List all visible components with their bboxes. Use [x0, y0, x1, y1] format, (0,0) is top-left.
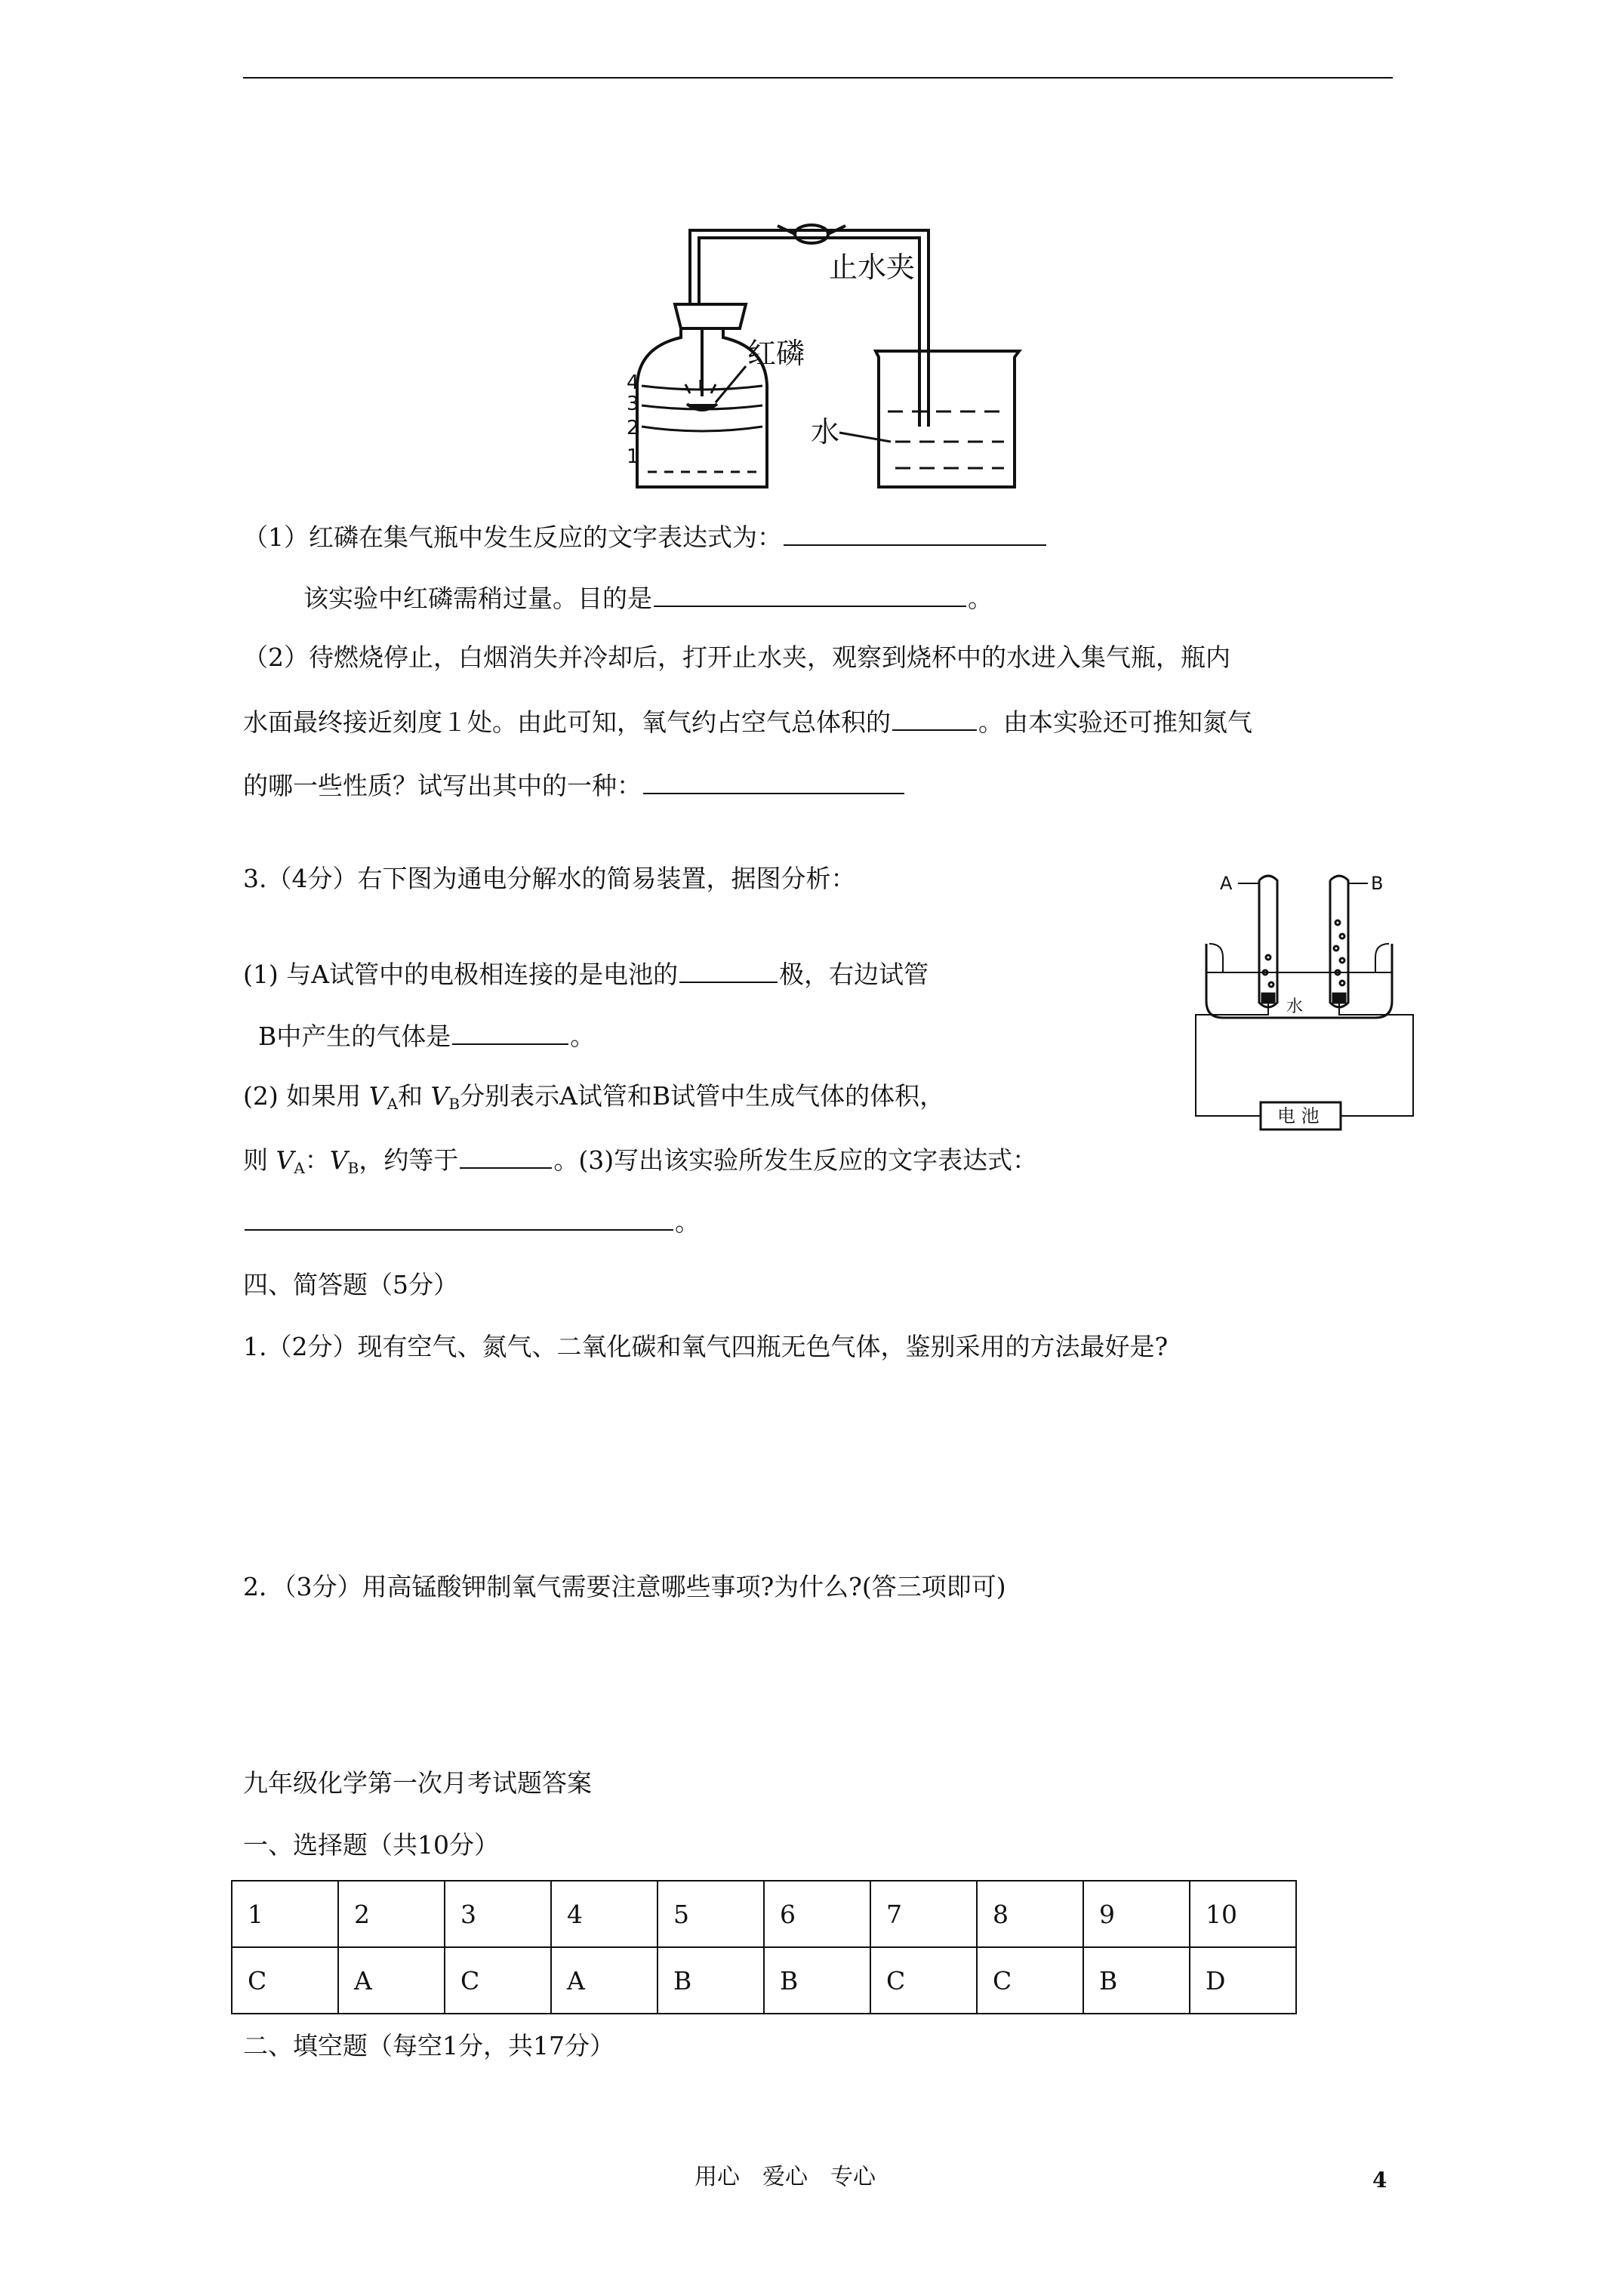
- tube-b-label: B: [1371, 873, 1384, 894]
- blank-electrolysis-equation[interactable]: [245, 1203, 673, 1231]
- answer-number: 3: [445, 1881, 551, 1947]
- phosphorus-label: 红磷: [747, 337, 805, 370]
- section4-q1: 1.（2分）现有空气、氮气、二氧化碳和氧气四瓶无色气体，鉴别采用的方法最好是?: [243, 1332, 1169, 1361]
- answer-number: 7: [870, 1881, 977, 1947]
- section4-q2: 2．（3分）用高锰酸钾制氧气需要注意哪些事项?为什么?(答三项即可): [243, 1572, 1006, 1601]
- blank-purpose[interactable]: [654, 580, 966, 607]
- scale-mark-4: 4: [627, 371, 639, 394]
- answer-number: 10: [1190, 1881, 1296, 1947]
- q2-line-5: 的哪一些性质？试写出其中的一种：: [243, 767, 906, 803]
- answer-value: B: [1083, 1947, 1190, 2014]
- q2-line-1: （1）红磷在集气瓶中发生反应的文字表达式为：: [243, 519, 1048, 554]
- scale-mark-1: 1: [627, 445, 639, 468]
- blank-gas-b[interactable]: [452, 1018, 568, 1045]
- answer-value: B: [764, 1947, 870, 2014]
- page-number: 4: [1372, 2168, 1387, 2193]
- answer-number: 6: [764, 1881, 870, 1947]
- q2-line-3: （2）待燃烧停止，白烟消失并冷却后，打开止水夹，观察到烧杯中的水进入集气瓶，瓶内: [243, 643, 1230, 672]
- answer-number: 2: [338, 1881, 445, 1947]
- scale-mark-2: 2: [627, 417, 639, 439]
- answer-value: C: [232, 1947, 338, 2014]
- q3-title: 3.（4分）右下图为通电分解水的简易装置，据图分析：: [243, 864, 856, 893]
- answer-value: C: [977, 1947, 1083, 2014]
- answer-value: C: [870, 1947, 977, 2014]
- blank-oxygen-fraction[interactable]: [892, 704, 977, 731]
- answer-table-value-row: [232, 1947, 1296, 2014]
- q3-line-3: (2) 如果用 $V_A$和 $V_B$分别表示A试管和B试管中生成气体的体积，: [243, 1081, 945, 1113]
- answer-value: D: [1190, 1947, 1296, 2014]
- blank-battery-pole[interactable]: [679, 956, 778, 983]
- answer-number: 1: [232, 1881, 338, 1947]
- answer-value: A: [551, 1947, 658, 2014]
- footer-motto: 用心 爱心 专心: [694, 2164, 876, 2190]
- answers-section2: 二、填空题（每空1分，共17分）: [243, 2031, 614, 2060]
- blank-nitrogen-property[interactable]: [643, 767, 904, 794]
- phosphorus-apparatus-figure: [627, 215, 1079, 502]
- section4-title: 四、简答题（5分）: [243, 1270, 458, 1299]
- answer-table-header-row: [232, 1881, 1296, 1947]
- answer-value: A: [338, 1947, 445, 2014]
- q2-line-2: 该实验中红磷需稍过量。目的是 。: [303, 580, 993, 615]
- header-rule: [243, 77, 1393, 79]
- water-label: 水: [811, 415, 840, 448]
- q3-line-1: (1) 与A试管中的电极相连接的是电池的 极，右边试管: [243, 956, 929, 991]
- tube-a-label: A: [1220, 873, 1233, 894]
- blank-equation[interactable]: [784, 519, 1046, 546]
- answer-number: 4: [551, 1881, 658, 1947]
- answers-section1: 一、选择题（共10分）: [243, 1830, 499, 1860]
- electrolysis-apparatus-figure: [1193, 867, 1419, 1136]
- q2-line-4: 水面最终接近刻度１处。由此可知，氧气约占空气总体积的 。由本实验还可推知氮气: [243, 704, 1252, 739]
- answers-title: 九年级化学第一次月考试题答案: [243, 1768, 592, 1798]
- battery-label: 电 池: [1277, 1105, 1320, 1126]
- q3-line-2: B中产生的气体是 。: [258, 1018, 595, 1053]
- q3-line-4: 则 $V_A$：$V_B$，约等于 。(3)写出该实验所发生反应的文字表达式：: [243, 1142, 1037, 1185]
- answer-number: 5: [658, 1881, 764, 1947]
- water-label-2: 水: [1286, 997, 1304, 1016]
- q3-line-5: 。: [243, 1203, 700, 1239]
- blank-volume-ratio[interactable]: [460, 1142, 552, 1169]
- answer-value: B: [658, 1947, 764, 2014]
- answer-number: 9: [1083, 1881, 1190, 1947]
- answer-number: 8: [977, 1881, 1083, 1947]
- scale-mark-3: 3: [627, 393, 639, 415]
- clamp-label: 止水夹: [829, 251, 916, 284]
- answer-value: C: [445, 1947, 551, 2014]
- answer-table: [231, 1880, 1297, 2014]
